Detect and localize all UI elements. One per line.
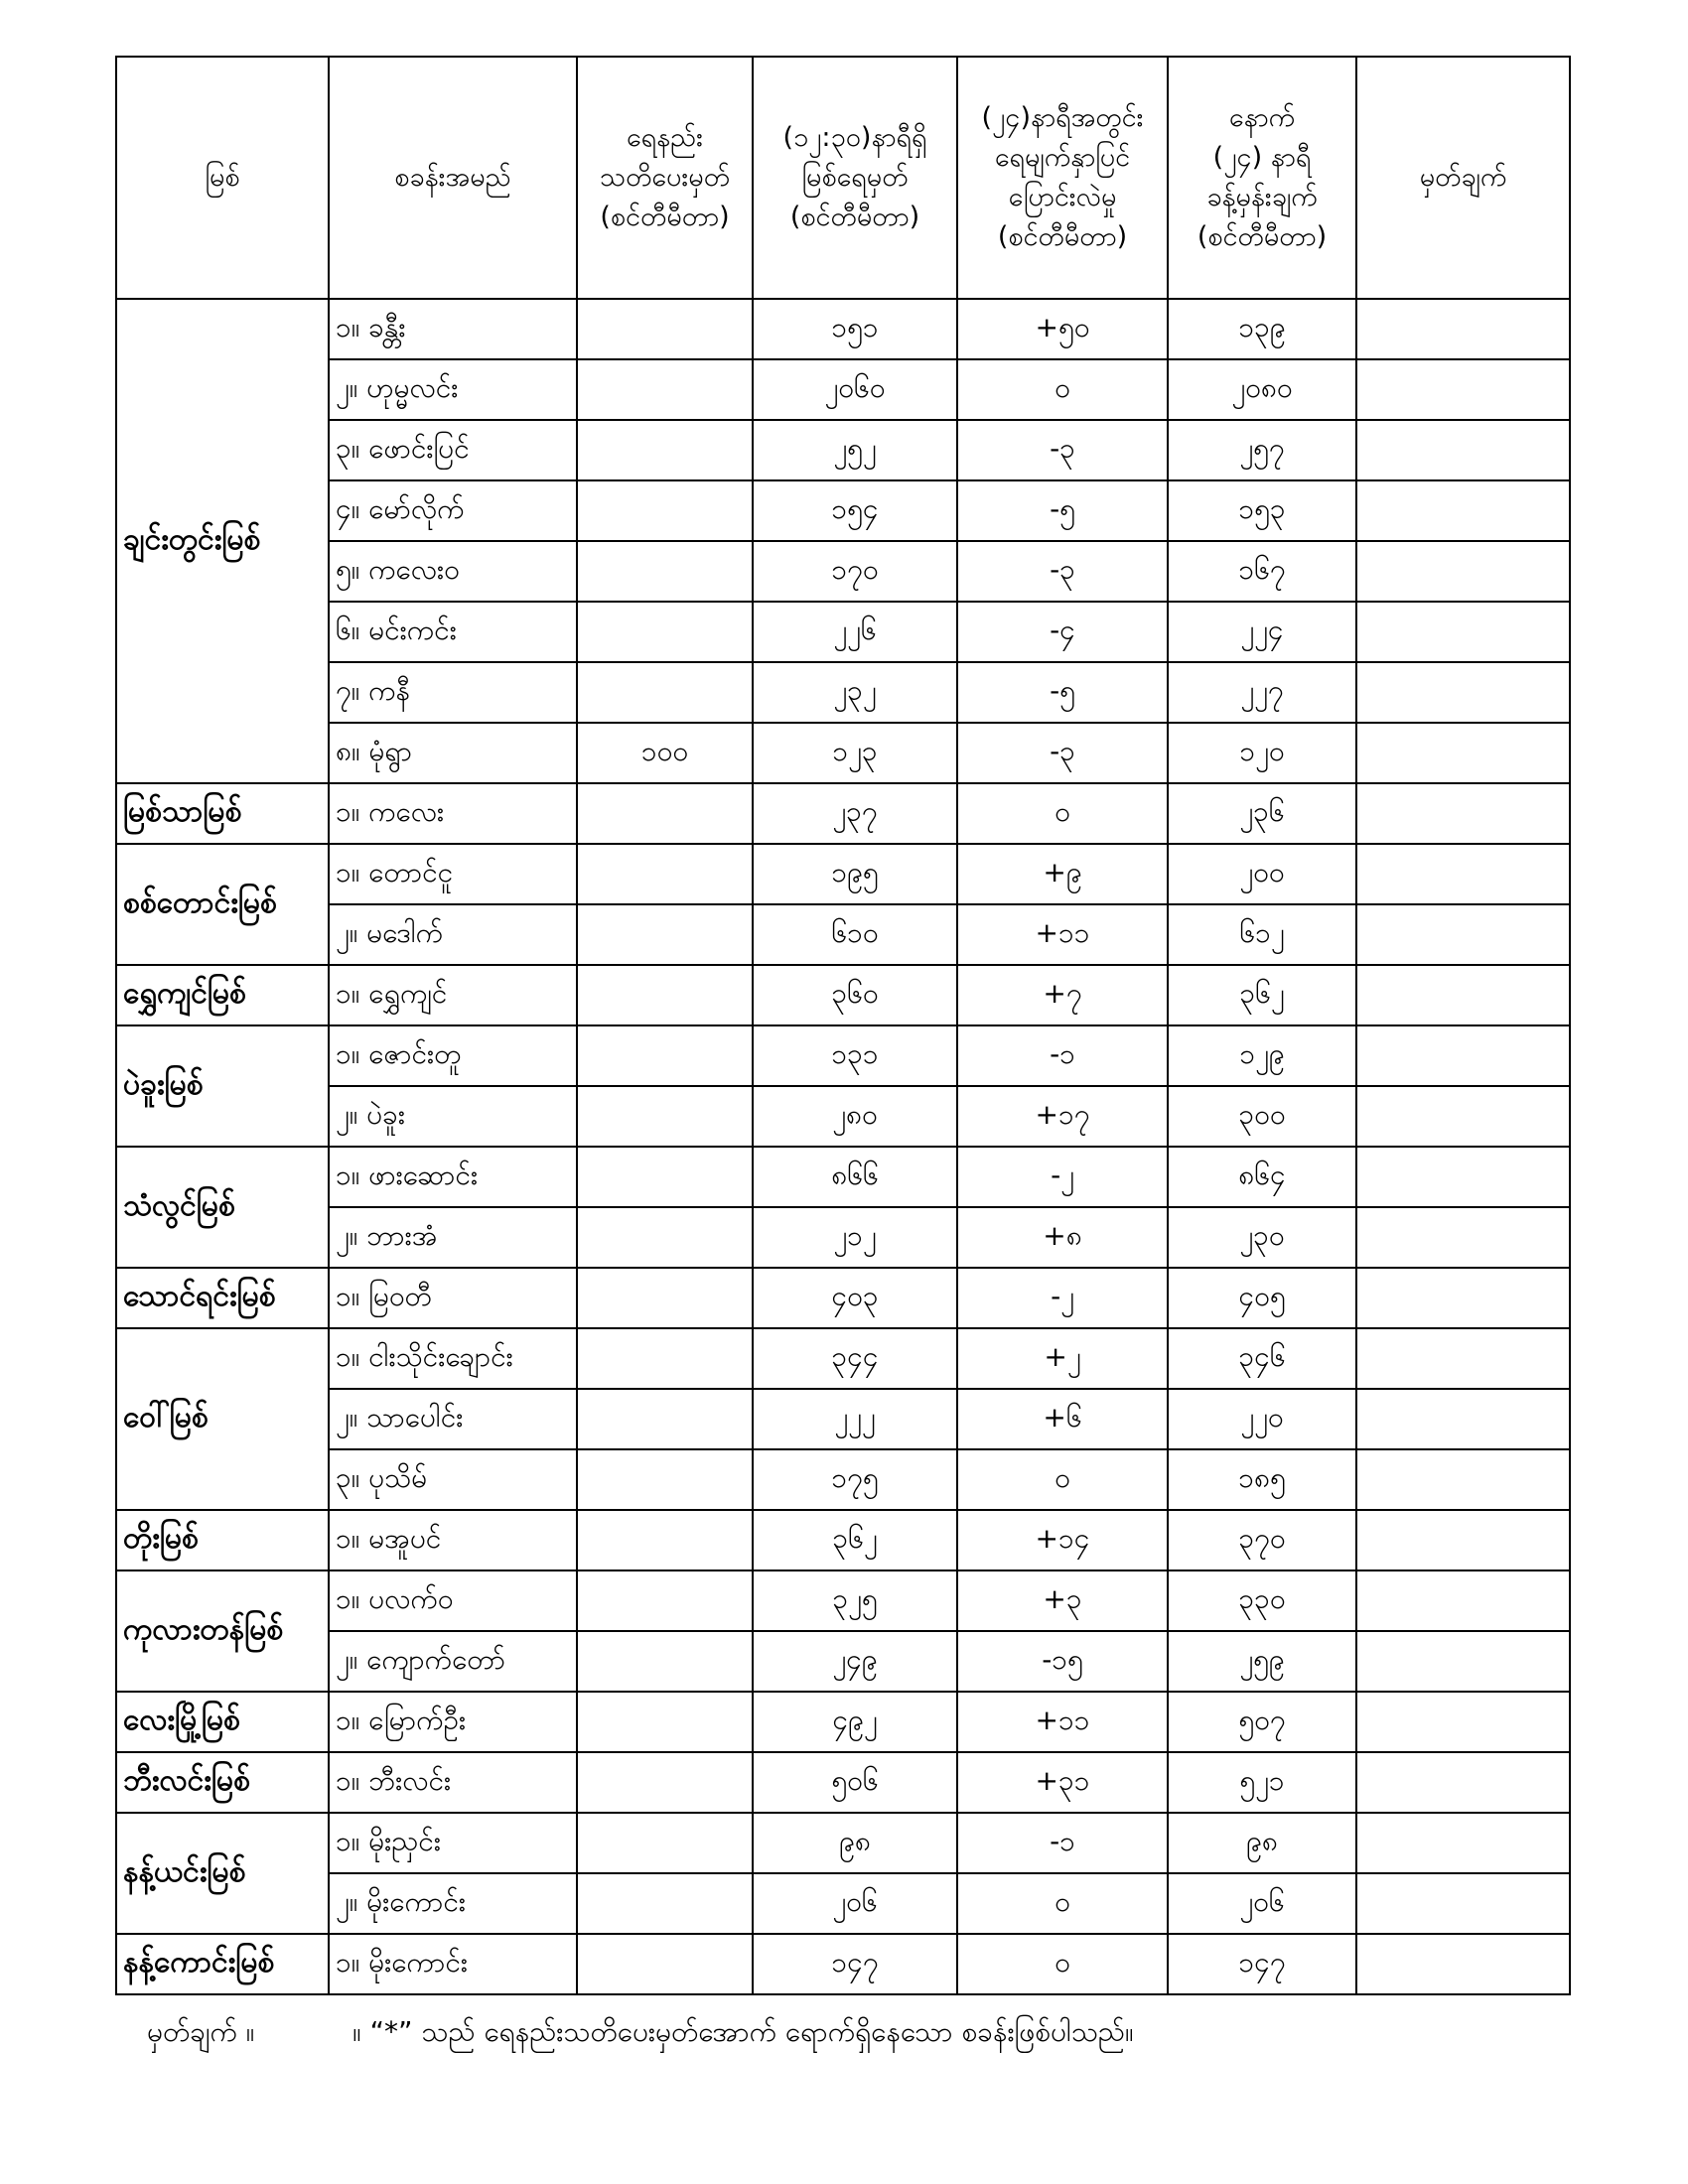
remarks-cell <box>1356 1934 1570 1994</box>
level-change-cell: +၈ <box>957 1207 1168 1268</box>
forecast-cell: ၁၂၉ <box>1168 1025 1356 1086</box>
level-change-cell: -၂ <box>957 1147 1168 1207</box>
header-river: မြစ် <box>116 57 329 299</box>
forecast-cell: ၂၀၆ <box>1168 1873 1356 1934</box>
danger-level-cell <box>577 1449 753 1510</box>
level-change-cell: ၀ <box>957 359 1168 420</box>
level-change-cell: +၉ <box>957 844 1168 904</box>
danger-level-cell <box>577 1813 753 1873</box>
remarks-cell <box>1356 662 1570 723</box>
remarks-cell <box>1356 1328 1570 1389</box>
table-row <box>116 1025 1570 1086</box>
remarks-cell <box>1356 1207 1570 1268</box>
danger-level-cell <box>577 299 753 359</box>
water-level-cell: ၂၃၇ <box>753 783 957 844</box>
water-level-cell: ၂၂၂ <box>753 1389 957 1449</box>
forecast-cell: ၂၀၈၀ <box>1168 359 1356 420</box>
table-row <box>116 1692 1570 1752</box>
remarks-cell <box>1356 1692 1570 1752</box>
forecast-cell: ၁၃၉ <box>1168 299 1356 359</box>
river-name: စစ်တောင်းမြစ် <box>116 844 329 965</box>
level-change-cell: ၀ <box>957 1934 1168 1994</box>
table-row <box>116 359 1570 420</box>
level-change-cell: ၀ <box>957 1449 1168 1510</box>
footnote-label: မှတ်ချက် ။ <box>147 2015 255 2048</box>
table-row <box>116 480 1570 541</box>
danger-level-cell <box>577 904 753 965</box>
station-name: ၁။ ဖားဆောင်း <box>329 1147 577 1207</box>
forecast-cell: ၂၀၀ <box>1168 844 1356 904</box>
forecast-cell: ၁၄၇ <box>1168 1934 1356 1994</box>
danger-level-cell <box>577 1268 753 1328</box>
river-name: လေးမြို့မြစ် <box>116 1692 329 1752</box>
water-level-cell: ၂၂၆ <box>753 602 957 662</box>
river-name: ရွှေကျင်မြစ် <box>116 965 329 1025</box>
danger-level-cell <box>577 420 753 480</box>
station-name: ၃။ ပုသိမ် <box>329 1449 577 1510</box>
footnote-text: ။ “*” သည် ရေနည်းသတိပေးမှတ်အောက် ရောက်ရှိနေသော စခန်းဖြစ်ပါသည်။ <box>352 2015 1134 2048</box>
forecast-cell: ၉၈ <box>1168 1813 1356 1873</box>
remarks-cell <box>1356 1510 1570 1570</box>
danger-level-cell <box>577 783 753 844</box>
table-row <box>116 1934 1570 1994</box>
station-name: ၂။ ဟုမ္မလင်း <box>329 359 577 420</box>
table-row <box>116 1147 1570 1207</box>
forecast-cell: ၅၂၁ <box>1168 1752 1356 1813</box>
water-level-cell: ၂၅၂ <box>753 420 957 480</box>
river-name: တိုးမြစ် <box>116 1510 329 1570</box>
remarks-cell <box>1356 1570 1570 1631</box>
table-row <box>116 1510 1570 1570</box>
table-row <box>116 1873 1570 1934</box>
station-name: ၂။ ပဲခူး <box>329 1086 577 1147</box>
danger-level-cell <box>577 1389 753 1449</box>
water-level-cell: ၁၄၇ <box>753 1934 957 1994</box>
table-row <box>116 904 1570 965</box>
level-change-cell: -၃ <box>957 723 1168 783</box>
header-remarks: မှတ်ချက် <box>1356 57 1570 299</box>
river-name: ဝေါ်မြစ် <box>116 1328 329 1510</box>
level-change-cell: -၅ <box>957 662 1168 723</box>
remarks-cell <box>1356 480 1570 541</box>
level-change-cell: +၃ <box>957 1570 1168 1631</box>
water-level-cell: ၁၉၅ <box>753 844 957 904</box>
water-level-cell: ၈၆၆ <box>753 1147 957 1207</box>
level-change-cell: ၀ <box>957 1873 1168 1934</box>
forecast-cell: ၁၈၅ <box>1168 1449 1356 1510</box>
header-station: စခန်းအမည် <box>329 57 577 299</box>
forecast-cell: ၂၅၇ <box>1168 420 1356 480</box>
danger-level-cell <box>577 541 753 602</box>
level-change-cell: ၀ <box>957 783 1168 844</box>
remarks-cell <box>1356 541 1570 602</box>
station-name: ၁။ ဘီးလင်း <box>329 1752 577 1813</box>
water-level-cell: ၂၃၂ <box>753 662 957 723</box>
water-level-cell: ၁၇၅ <box>753 1449 957 1510</box>
station-name: ၁။ မိုးညှင်း <box>329 1813 577 1873</box>
river-name: ချင်းတွင်းမြစ် <box>116 299 329 783</box>
water-level-cell: ၄၀၃ <box>753 1268 957 1328</box>
forecast-cell: ၂၂၀ <box>1168 1389 1356 1449</box>
table-row <box>116 1268 1570 1328</box>
level-change-cell: -၅ <box>957 480 1168 541</box>
level-change-cell: -၂ <box>957 1268 1168 1328</box>
water-level-cell: ၃၆၂ <box>753 1510 957 1570</box>
level-change-cell: -၁၅ <box>957 1631 1168 1692</box>
level-change-cell: +၇ <box>957 965 1168 1025</box>
remarks-cell <box>1356 1631 1570 1692</box>
station-name: ၁။ ငါးသိုင်းချောင်း <box>329 1328 577 1389</box>
header-danger-level: ရေနည်း သတိပေးမှတ် (စင်တီမီတာ) <box>577 57 753 299</box>
station-name: ၂။ မဒေါက် <box>329 904 577 965</box>
river-name: ဘီးလင်းမြစ် <box>116 1752 329 1813</box>
river-name: ပဲခူးမြစ် <box>116 1025 329 1147</box>
danger-level-cell <box>577 1934 753 1994</box>
forecast-cell: ၂၂၇ <box>1168 662 1356 723</box>
table-row <box>116 965 1570 1025</box>
remarks-cell <box>1356 1268 1570 1328</box>
river-name: နန့်ကောင်းမြစ် <box>116 1934 329 1994</box>
table-row <box>116 844 1570 904</box>
danger-level-cell <box>577 1752 753 1813</box>
forecast-cell: ၁၅၃ <box>1168 480 1356 541</box>
danger-level-cell <box>577 1147 753 1207</box>
table-row <box>116 420 1570 480</box>
station-name: ၂။ ဘားအံ <box>329 1207 577 1268</box>
forecast-cell: ၆၁၂ <box>1168 904 1356 965</box>
water-level-cell: ၂၁၂ <box>753 1207 957 1268</box>
remarks-cell <box>1356 420 1570 480</box>
table-row <box>116 1449 1570 1510</box>
level-change-cell: +၂ <box>957 1328 1168 1389</box>
station-name: ၁။ တောင်ငူ <box>329 844 577 904</box>
forecast-cell: ၁၆၇ <box>1168 541 1356 602</box>
station-name: ၁။ မြောက်ဦး <box>329 1692 577 1752</box>
water-level-cell: ၁၃၁ <box>753 1025 957 1086</box>
danger-level-cell <box>577 1510 753 1570</box>
level-change-cell: +၃၁ <box>957 1752 1168 1813</box>
remarks-cell <box>1356 904 1570 965</box>
forecast-cell: ၂၅၉ <box>1168 1631 1356 1692</box>
level-change-cell: -၄ <box>957 602 1168 662</box>
table-row <box>116 602 1570 662</box>
station-name: ၇။ ကနီ <box>329 662 577 723</box>
water-level-cell: ၃၂၅ <box>753 1570 957 1631</box>
danger-level-cell <box>577 359 753 420</box>
water-level-cell: ၂၈၀ <box>753 1086 957 1147</box>
forecast-cell: ၃၃၀ <box>1168 1570 1356 1631</box>
table-row <box>116 1570 1570 1631</box>
remarks-cell <box>1356 1449 1570 1510</box>
level-change-cell: +၁၇ <box>957 1086 1168 1147</box>
station-name: ၂။ သာပေါင်း <box>329 1389 577 1449</box>
water-level-cell: ၂၀၆ <box>753 1873 957 1934</box>
footnote <box>147 2013 1133 2055</box>
station-name: ၆။ မင်းကင်း <box>329 602 577 662</box>
level-change-cell: +၁၁ <box>957 904 1168 965</box>
danger-level-cell <box>577 844 753 904</box>
remarks-cell <box>1356 723 1570 783</box>
remarks-cell <box>1356 1086 1570 1147</box>
header-change: (၂၄)နာရီအတွင်း ရေမျက်နှာပြင် ပြောင်းလဲမှု (စင်တီမီတာ) <box>957 57 1168 299</box>
header-water-level: (၁၂:၃၀)နာရီရှိ မြစ်ရေမှတ် (စင်တီမီတာ) <box>753 57 957 299</box>
station-name: ၁။ ကလေး <box>329 783 577 844</box>
header-forecast: နောက် (၂၄) နာရီ ခန့်မှန်းချက် (စင်တီမီတာ) <box>1168 57 1356 299</box>
table-row <box>116 1813 1570 1873</box>
table-body <box>116 299 1570 1994</box>
water-level-cell: ၂၄၉ <box>753 1631 957 1692</box>
level-change-cell: +၆ <box>957 1389 1168 1449</box>
table-row <box>116 723 1570 783</box>
station-name: ၁။ ရွှေကျင် <box>329 965 577 1025</box>
forecast-cell: ၁၂၀ <box>1168 723 1356 783</box>
forecast-cell: ၃၆၂ <box>1168 965 1356 1025</box>
danger-level-cell <box>577 1025 753 1086</box>
remarks-cell <box>1356 299 1570 359</box>
remarks-cell <box>1356 602 1570 662</box>
level-change-cell: +၅၀ <box>957 299 1168 359</box>
remarks-cell <box>1356 1389 1570 1449</box>
danger-level-cell <box>577 602 753 662</box>
remarks-cell <box>1356 965 1570 1025</box>
water-level-cell: ၂၀၆၀ <box>753 359 957 420</box>
remarks-cell <box>1356 844 1570 904</box>
station-name: ၁။ ပလက်ဝ <box>329 1570 577 1631</box>
water-level-cell: ၄၉၂ <box>753 1692 957 1752</box>
station-name: ၅။ ကလေးဝ <box>329 541 577 602</box>
river-name: မြစ်သာမြစ် <box>116 783 329 844</box>
station-name: ၁။ ဇောင်းတူ <box>329 1025 577 1086</box>
level-change-cell: -၁ <box>957 1813 1168 1873</box>
station-name: ၄။ မော်လိုက် <box>329 480 577 541</box>
danger-level-cell <box>577 662 753 723</box>
danger-level-cell <box>577 1873 753 1934</box>
station-name: ၁။ မြဝတီ <box>329 1268 577 1328</box>
station-name: ၃။ ဖောင်းပြင် <box>329 420 577 480</box>
table-row <box>116 662 1570 723</box>
water-level-cell: ၁၂၃ <box>753 723 957 783</box>
danger-level-cell <box>577 1328 753 1389</box>
station-name: ၁။ မိုးကောင်း <box>329 1934 577 1994</box>
table-row <box>116 1752 1570 1813</box>
table-row <box>116 1086 1570 1147</box>
station-name: ၁။ ခန္တီး <box>329 299 577 359</box>
forecast-cell: ၄၀၅ <box>1168 1268 1356 1328</box>
water-level-cell: ၃၄၄ <box>753 1328 957 1389</box>
danger-level-cell <box>577 965 753 1025</box>
water-level-cell: ၉၈ <box>753 1813 957 1873</box>
level-change-cell: -၃ <box>957 541 1168 602</box>
river-name: နန့်ယင်းမြစ် <box>116 1813 329 1934</box>
remarks-cell <box>1356 1813 1570 1873</box>
forecast-cell: ၃၄၆ <box>1168 1328 1356 1389</box>
danger-level-cell <box>577 480 753 541</box>
remarks-cell <box>1356 1147 1570 1207</box>
table-row <box>116 541 1570 602</box>
level-change-cell: +၁၄ <box>957 1510 1168 1570</box>
danger-level-cell <box>577 1207 753 1268</box>
remarks-cell <box>1356 1025 1570 1086</box>
forecast-cell: ၂၃၀ <box>1168 1207 1356 1268</box>
table-row <box>116 1207 1570 1268</box>
table-row <box>116 299 1570 359</box>
station-name: ၂။ မိုးကောင်း <box>329 1873 577 1934</box>
table-row <box>116 1328 1570 1389</box>
remarks-cell <box>1356 1873 1570 1934</box>
level-change-cell: -၁ <box>957 1025 1168 1086</box>
forecast-cell: ၅၀၇ <box>1168 1692 1356 1752</box>
river-name: သောင်ရင်းမြစ် <box>116 1268 329 1328</box>
table-row <box>116 783 1570 844</box>
station-name: ၂။ ကျောက်တော် <box>329 1631 577 1692</box>
danger-level-cell <box>577 1631 753 1692</box>
danger-level-cell <box>577 1570 753 1631</box>
danger-level-cell <box>577 1692 753 1752</box>
forecast-cell: ၂၂၄ <box>1168 602 1356 662</box>
river-name: သံလွင်မြစ် <box>116 1147 329 1268</box>
water-level-cell: ၅၀၆ <box>753 1752 957 1813</box>
forecast-cell: ၈၆၄ <box>1168 1147 1356 1207</box>
forecast-cell: ၃၇၀ <box>1168 1510 1356 1570</box>
table-row <box>116 1631 1570 1692</box>
water-level-cell: ၁၅၄ <box>753 480 957 541</box>
remarks-cell <box>1356 359 1570 420</box>
level-change-cell: -၃ <box>957 420 1168 480</box>
level-change-cell: +၁၁ <box>957 1692 1168 1752</box>
remarks-cell <box>1356 1752 1570 1813</box>
station-name: ၁။ မအူပင် <box>329 1510 577 1570</box>
header-row <box>116 57 1570 299</box>
river-water-level-table <box>115 56 1571 1995</box>
water-level-cell: ၁၇၀ <box>753 541 957 602</box>
table-row <box>116 1389 1570 1449</box>
river-name: ကုလားတန်မြစ် <box>116 1570 329 1692</box>
forecast-cell: ၂၃၆ <box>1168 783 1356 844</box>
water-level-cell: ၁၅၁ <box>753 299 957 359</box>
water-level-cell: ၃၆၀ <box>753 965 957 1025</box>
station-name: ၈။ မုံရွာ <box>329 723 577 783</box>
water-level-cell: ၆၁၀ <box>753 904 957 965</box>
remarks-cell <box>1356 783 1570 844</box>
danger-level-cell <box>577 1086 753 1147</box>
danger-level-cell: ၁၀၀ <box>577 723 753 783</box>
forecast-cell: ၃၀၀ <box>1168 1086 1356 1147</box>
